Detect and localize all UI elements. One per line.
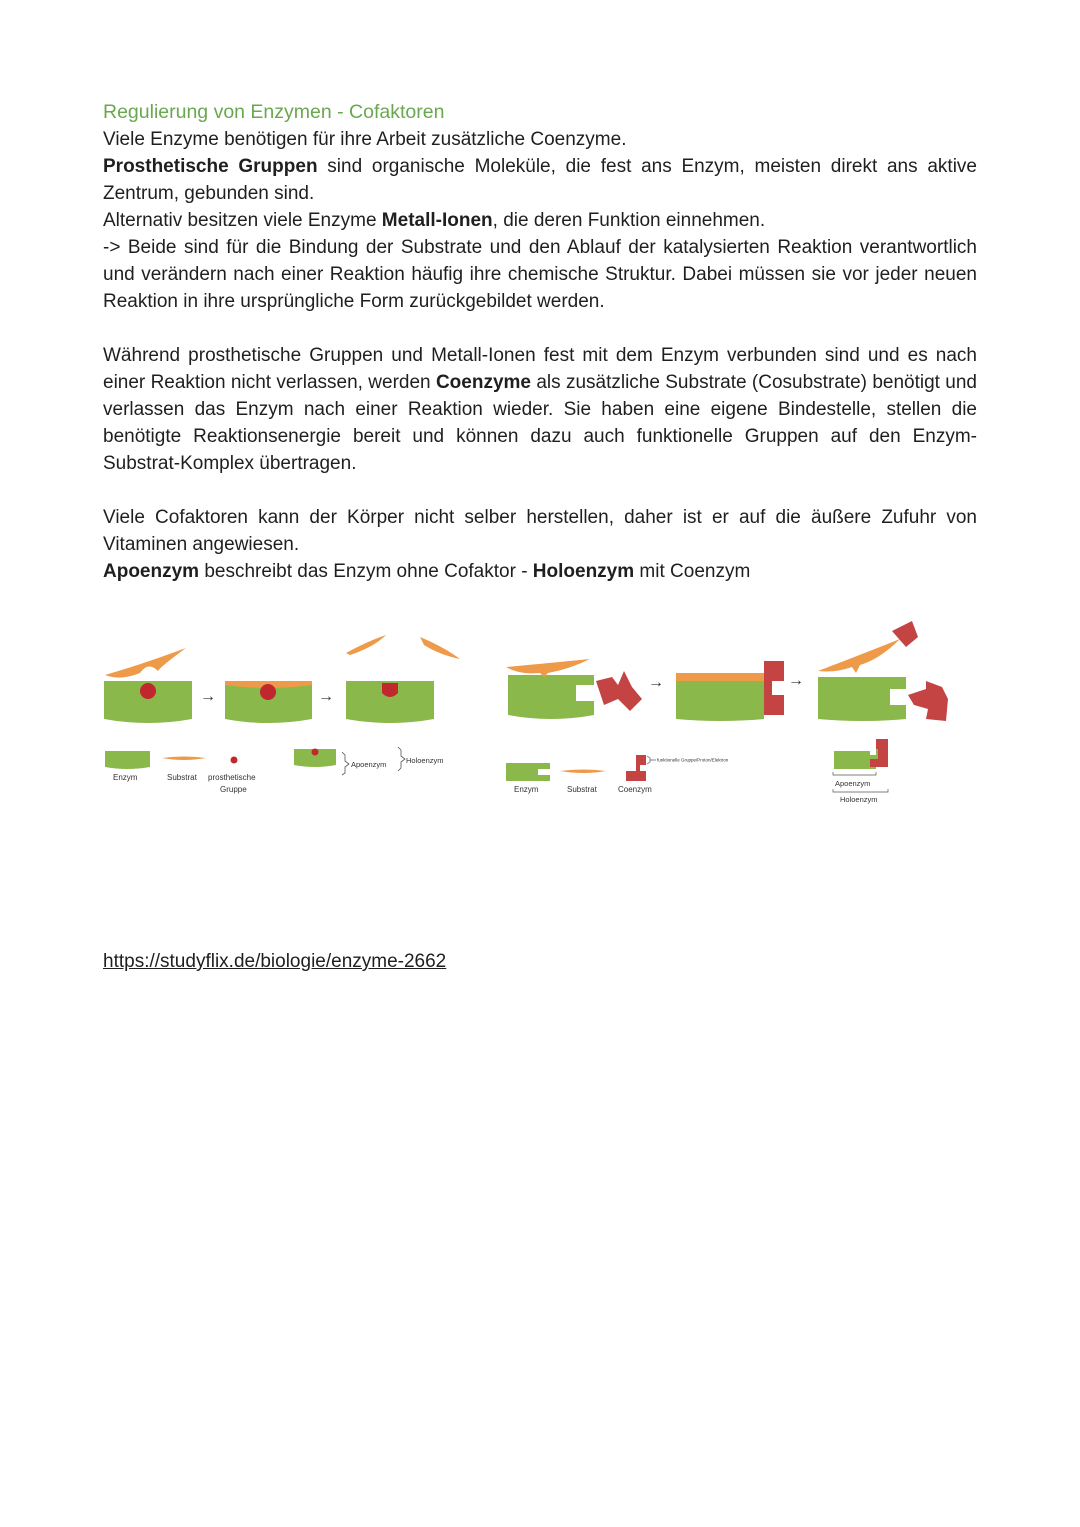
legend-holoenzym-label: Holoenzym <box>840 795 878 804</box>
coenzyme-diagram <box>506 621 948 804</box>
paragraph-both: -> Beide sind für die Bindung der Substrate und den Ablauf der katalysierten Reaktion verantwortlich und verändern nach einer Reaktion häufig ihre chemische Struktur. Dabei müssen sie vor jeder neuen Reaktion in ihre ursprüngliche Form zurückgebildet werden. <box>103 237 977 312</box>
released-group <box>892 621 918 647</box>
term-holoenzym: Holoenzym <box>532 561 635 582</box>
legend-holoenzym-label: Holoenzym <box>406 756 444 765</box>
legend-apoenzym-label: Apoenzym <box>351 760 387 769</box>
step1-enzyme-substrate <box>104 648 192 723</box>
paragraph-coenzymes: Während prosthetische Gruppen und Metall-Ionen fest mit dem Enzym verbunden sind und es nach einer Reaktion nicht verlassen, werden Coenzyme als zusätzliche Substrate (Cosubstrate) benötigt und verlassen das Enzym nach einer Reaktion wieder. Sie haben eine eigene Bindestelle, stellen die benötigte Reaktionsenergie bereit und können dazu auch funktionelle Gruppen auf den Enzym-Substrat-Komplex übertragen. <box>103 345 977 474</box>
right-legend <box>506 739 888 804</box>
coenzyme-shape <box>908 681 948 721</box>
arrow-4: → <box>788 672 804 689</box>
term-apoenzym: Apoenzym <box>103 561 200 582</box>
legend-holoenzyme-coenzyme <box>870 739 888 767</box>
legend-enzyme-shape <box>105 751 150 769</box>
document-body <box>103 99 977 585</box>
legend-apoenzym-label: Apoenzym <box>835 779 871 788</box>
product-2 <box>420 637 460 659</box>
enzyme-shape <box>818 677 906 721</box>
holoenzym-brace <box>398 747 405 771</box>
legend-holo-dot <box>312 749 319 756</box>
arrow-2: → <box>318 688 334 705</box>
bound-substrate <box>676 673 764 681</box>
step3-products <box>346 635 460 723</box>
enzyme-shape <box>508 675 594 719</box>
source-link[interactable]: https://studyflix.de/biologie/enzyme-2662 <box>103 951 447 972</box>
paragraph-vitamins: Viele Cofaktoren kann der Körper nicht selber herstellen, daher ist er auf die äußere Zufuhr von Vitaminen angewiesen. <box>103 507 977 555</box>
legend-prosthetic-dot <box>231 757 238 764</box>
paragraph-metal-ions: Alternativ besitzen viele Enzyme Metall-Ionen, die deren Funktion einnehmen. <box>103 210 766 231</box>
product-shape <box>818 639 900 673</box>
legend-enzym-label: Enzym <box>113 773 138 782</box>
paragraph-apo-holo: Apoenzym beschreibt das Enzym ohne Cofaktor - Holoenzym mit Coenzym <box>103 561 751 582</box>
arrow-3: → <box>648 674 664 691</box>
legend-substrate-shape <box>162 757 206 761</box>
cstep2-complex <box>676 661 784 721</box>
cstep1-enzyme-substrate-coenzyme <box>506 659 642 719</box>
legend-prosthetische-label: prosthetische <box>208 773 256 782</box>
coenzyme-shape <box>764 661 784 715</box>
substrate-shape <box>105 648 186 678</box>
cofactor-diagram <box>100 615 960 825</box>
legend-coenzyme-shape <box>626 755 646 781</box>
legend-substrat-label: Substrat <box>567 785 597 794</box>
cofactor-diagram-svg <box>100 615 960 825</box>
legend-enzym-label: Enzym <box>514 785 539 794</box>
enzyme-shape <box>676 675 764 721</box>
left-legend <box>105 747 444 794</box>
prosthetic-group-diagram <box>104 635 460 794</box>
prosthetic-group-dot <box>140 683 156 699</box>
term-coenzymes: Coenzyme <box>435 372 531 393</box>
step2-complex <box>225 681 312 723</box>
legend-substrat-label: Substrat <box>167 773 197 782</box>
term-metal-ions: Metall-Ionen <box>381 210 493 231</box>
paragraph-intro: Viele Enzyme benötigen für ihre Arbeit zusätzliche Coenzyme. <box>103 129 627 150</box>
arrow-1: → <box>200 688 216 705</box>
legend-coenzym-label: Coenzym <box>618 785 652 794</box>
functional-group-brace <box>647 756 650 764</box>
legend-enzyme-shape <box>506 763 550 781</box>
holoenzym-bracket <box>833 789 888 792</box>
substrate-shape <box>506 659 590 677</box>
legend-substrate-shape <box>560 770 606 774</box>
legend-funktionell-label: funktionelle Gruppe/Proton/Elektron <box>657 757 729 763</box>
paragraph-prosthetic-groups: Prosthetische Gruppen sind organische Moleküle, die fest ans Enzym, meisten direkt ans aktive Zentrum, gebunden sind. <box>103 156 977 204</box>
apoenzym-bracket <box>833 772 876 775</box>
prosthetic-group-dot <box>260 684 276 700</box>
cstep3-products <box>818 621 948 721</box>
section-heading: Regulierung von Enzymen - Cofaktoren <box>103 101 445 123</box>
modified-prosthetic-group <box>382 683 398 697</box>
product-1 <box>346 635 386 655</box>
term-prosthetic-groups: Prosthetische Gruppen <box>103 156 318 177</box>
legend-gruppe-label: Gruppe <box>220 785 247 794</box>
apoenzym-brace <box>342 752 349 775</box>
coenzyme-shape <box>596 671 642 711</box>
